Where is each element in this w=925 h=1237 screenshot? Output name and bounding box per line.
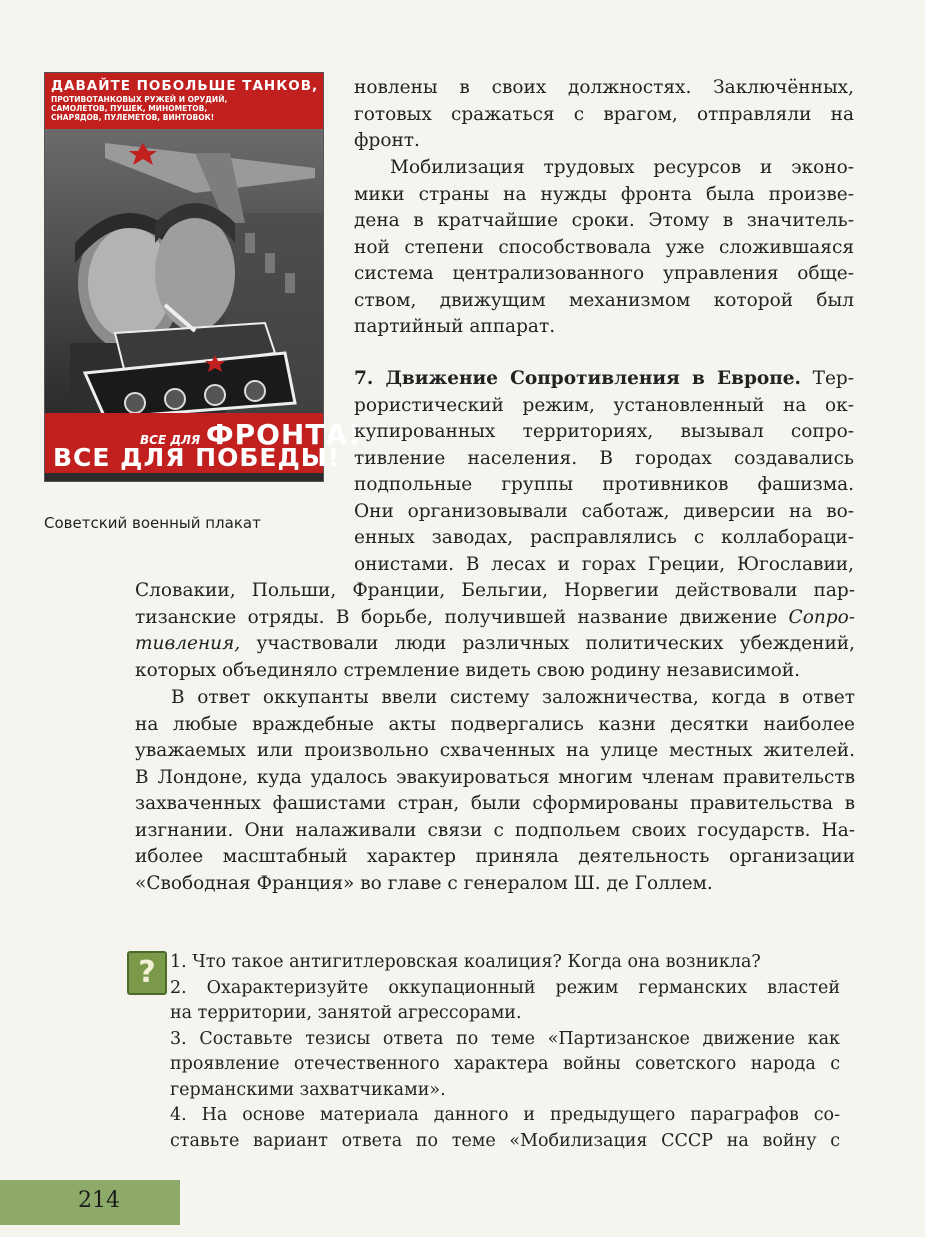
- question-line: проявление отечественного характера войны советского народа с: [170, 1054, 840, 1074]
- text-line: онистами. В лесах и горах Греции, Югославии,: [354, 553, 854, 575]
- text-line: енных заводах, расправлялись с коллаборaци-: [354, 527, 854, 548]
- italic-term: Сопро-: [788, 606, 855, 628]
- question-line: германскими захватчиками».: [170, 1079, 446, 1100]
- paragraph-mobilization: [354, 155, 854, 341]
- text-fragment: участвовали люди различных политических убеждений,: [240, 633, 855, 654]
- paragraph-continuation: [354, 75, 854, 155]
- text-line: мики страны на нужды фронта была произве-: [354, 183, 854, 205]
- text-line: которых объединяло стремление видеть свою родину независимой.: [135, 659, 800, 681]
- text-line: купированных территориях, вызывал сопро-: [354, 421, 854, 442]
- text-line: тивление населения. В городах создавались: [354, 447, 854, 469]
- poster-slogan-small: ВСЕ ДЛЯ: [140, 433, 201, 447]
- italic-term: тивления,: [135, 633, 241, 654]
- soviet-poster-image: [44, 72, 362, 482]
- text-line: «Свободная Франция» во главе с генералом Ш. де Голлем.: [135, 872, 713, 894]
- text-line: Словакии, Польши, Франции, Бельгии, Норвегии действовали пар-: [135, 580, 855, 601]
- question-line: 4. На основе материала данного и предыдущего параграфов со-: [170, 1105, 840, 1125]
- question-line: ставьте вариант ответа по теме «Мобилизация СССР на войну с: [170, 1130, 840, 1151]
- text-line: партийный аппарат.: [354, 316, 556, 337]
- question-line: 3. Составьте тезисы ответа по теме «Партизанское движение как: [170, 1028, 840, 1049]
- poster-subtext-line: ПРОТИВОТАНКОВЫХ РУЖЕЙ И ОРУДИЙ,: [51, 95, 228, 104]
- text-line: ной степени способствовала уже сложившаяся: [354, 236, 854, 258]
- text-line: на любые враждебные акты подвергались казни десятки наиболее: [135, 713, 855, 735]
- poster-subtext: [51, 95, 251, 122]
- text-line: фронт.: [354, 130, 420, 151]
- text-line: Мобилизация трудовых ресурсов и эконо-: [390, 157, 854, 178]
- text-line: [354, 366, 854, 393]
- text-line: Они организовывали саботаж, диверсии на во-: [354, 500, 854, 522]
- text-line: уважаемых или произвольно схваченных на улице местных жителей.: [135, 740, 855, 761]
- text-line: [135, 631, 855, 658]
- text-line: иболее масштабный характер приняла деятельность организации: [135, 846, 855, 867]
- text-line: дена в кратчайшие сроки. Этому в значитель-: [354, 210, 854, 231]
- text-fragment: тизанские отряды. В борьбе, получившей название движение: [135, 606, 789, 628]
- question-line: 1. Что такое антигитлеровская коалиция? Когда она возникла?: [170, 952, 761, 972]
- section-heading: 7. Движение Сопротивления в Европе.: [354, 368, 801, 389]
- paragraph-hostages: [135, 685, 855, 897]
- question-line: 2. Охарактеризуйте оккупационный режим германских властей: [170, 977, 840, 998]
- poster-subtext-line: САМОЛЕТОВ, ПУШЕК, МИНОМЕТОВ,: [51, 104, 208, 113]
- poster-subtext-line: СНАРЯДОВ, ПУЛЕМЕТОВ, ВИНТОВОК!: [51, 113, 215, 122]
- text-line: новлены в своих должностях. Заключённых,: [354, 77, 854, 98]
- review-questions: [170, 950, 840, 1154]
- poster-slogan-victory: ВСЕ ДЛЯ ПОБЕДЫ!: [53, 443, 341, 472]
- question-line: на территории, занятой агрессорами.: [170, 1003, 522, 1023]
- heading-continuation: Тер-: [801, 368, 854, 389]
- text-line: В Лондоне, куда удалось эвакуироваться многим членам правительств: [135, 766, 855, 788]
- text-line: изгнании. Они налаживали связи с подпольем своих государств. На-: [135, 819, 855, 841]
- page-number: 214: [78, 1188, 120, 1213]
- text-line: [135, 605, 855, 632]
- poster-slogan-big: ФРОНТА!: [205, 418, 362, 451]
- poster-headline: ДАВАЙТЕ ПОБОЛЬШЕ ТАНКОВ,: [51, 78, 319, 94]
- text-line: ством, движущим механизмом которой был: [354, 289, 854, 311]
- text-line: В ответ оккупанты ввели систему заложничества, когда в ответ: [171, 687, 855, 708]
- text-line: подпольные группы противников фашизма.: [354, 474, 854, 495]
- section-resistance: [354, 366, 854, 578]
- text-line: захваченных фашистами стран, были сформированы правительства в: [135, 793, 855, 814]
- text-line: система централизованного управления обще-: [354, 263, 854, 284]
- text-line: рористический режим, установленный на ок-: [354, 394, 854, 416]
- text-line: готовых сражаться с врагом, отправляли на: [354, 103, 854, 125]
- question-icon: ?: [127, 951, 167, 995]
- poster-caption: Советский военный плакат: [44, 514, 261, 532]
- section-resistance-wide: [135, 578, 855, 684]
